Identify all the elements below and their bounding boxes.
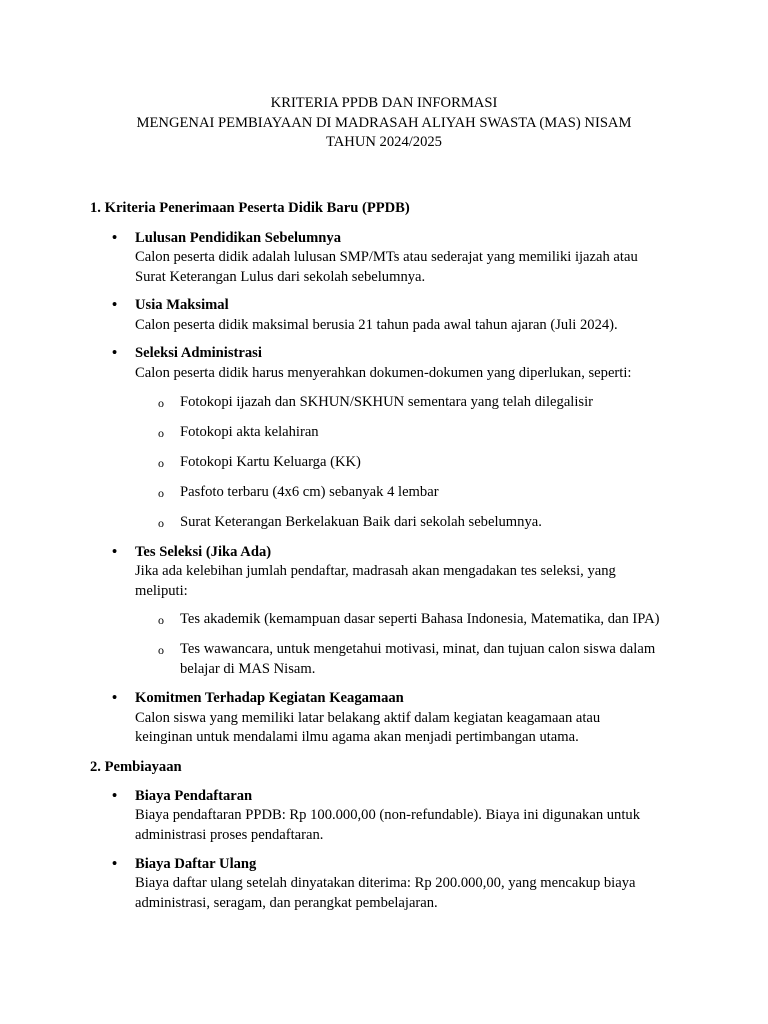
bullet-icon: • [112,787,118,804]
sub-list-item [90,640,690,679]
bullet-icon: • [112,855,118,872]
sub-list-item [90,610,690,630]
item-title: Komitmen Terhadap Kegiatan Keagamaan [135,690,404,706]
sub-list-item [90,423,690,443]
sub-list-item [90,393,690,413]
sub-item-text: Fotokopi akta kelahiran [180,424,319,440]
sub-bullet-icon: o [158,486,164,500]
sub-bullet-icon: o [158,426,164,440]
item-title: Tes Seleksi (Jika Ada) [135,543,272,560]
bullet-icon: • [112,345,118,361]
item-text: meliputi: [135,582,188,599]
sub-item-text: Pasfoto terbaru (4x6 cm) sebanyak 4 lembar [180,484,439,500]
title-line-2: MENGENAI PEMBIAYAAN DI MADRASAH ALIYAH SWASTA (MAS) NISAM [136,114,632,131]
list-item [90,229,690,288]
item-text: Surat Keterangan Lulus dari sekolah sebelumnya. [135,268,426,285]
sub-list-item [90,513,690,533]
document-body [90,199,690,913]
document-title [0,94,768,153]
list-item [90,855,690,914]
sub-bullet-icon: o [158,516,164,530]
sub-bullet-icon: o [158,396,164,410]
list-item [90,689,690,748]
bullet-icon: • [112,297,118,313]
bullet-icon: • [112,690,118,706]
section-2-heading: 2. Pembiayaan [90,758,182,775]
item-text: Calon peserta didik harus menyerahkan dokumen-dokumen yang diperlukan, seperti: [135,364,632,381]
item-text: Calon siswa yang memiliki latar belakang aktif dalam kegiatan keagamaan atau [135,709,601,726]
item-text: administrasi, seragam, dan perangkat pembelajaran. [135,894,438,911]
item-title: Seleksi Administrasi [135,345,262,361]
sub-item-text: Fotokopi ijazah dan SKHUN/SKHUN sementara yang telah dilegalisir [180,394,594,410]
sub-list-item [90,483,690,503]
item-text: keinginan untuk mendalami ilmu agama akan menjadi pertimbangan utama. [135,729,579,745]
title-line-1: KRITERIA PPDB DAN INFORMASI [270,95,498,111]
list-item [90,543,690,602]
item-text: administrasi proses pendaftaran. [135,826,324,843]
sub-item-text: Tes akademik (kemampuan dasar seperti Bahasa Indonesia, Matematika, dan IPA) [180,611,660,627]
sub-item-text: Fotokopi Kartu Keluarga (KK) [180,454,361,470]
bullet-icon: • [112,229,118,246]
item-title: Lulusan Pendidikan Sebelumnya [135,229,342,246]
sub-item-text: Surat Keterangan Berkelakuan Baik dari sekolah sebelumnya. [180,514,542,530]
section-1-heading: 1. Kriteria Penerimaan Peserta Didik Baru (PPDB) [90,200,410,216]
item-text: Biaya daftar ulang setelah dinyatakan diterima: Rp 200.000,00, yang mencakup biaya [135,875,636,891]
list-item [90,296,690,335]
sub-bullet-icon: o [158,613,164,627]
item-title: Biaya Pendaftaran [135,787,253,804]
list-item [90,787,690,846]
item-text: Calon peserta didik adalah lulusan SMP/MTs atau sederajat yang memiliki ijazah atau [135,249,638,265]
item-text: Calon peserta didik maksimal berusia 21 tahun pada awal tahun ajaran (Juli 2024). [135,316,618,333]
item-title: Usia Maksimal [135,297,229,313]
bullet-icon: • [112,543,118,560]
sub-bullet-icon: o [158,456,164,470]
sub-item-text: belajar di MAS Nisam. [180,660,316,677]
item-title: Biaya Daftar Ulang [135,855,257,872]
title-line-3: TAHUN 2024/2025 [326,134,442,150]
list-item [90,344,690,383]
sub-list-item [90,453,690,473]
item-text: Jika ada kelebihan jumlah pendaftar, madrasah akan mengadakan tes seleksi, yang [135,563,616,579]
item-text: Biaya pendaftaran PPDB: Rp 100.000,00 (non-refundable). Biaya ini digunakan untuk [135,807,641,823]
sub-item-text: Tes wawancara, untuk mengetahui motivasi, minat, dan tujuan calon siswa dalam [180,641,656,657]
sub-bullet-icon: o [158,643,164,657]
